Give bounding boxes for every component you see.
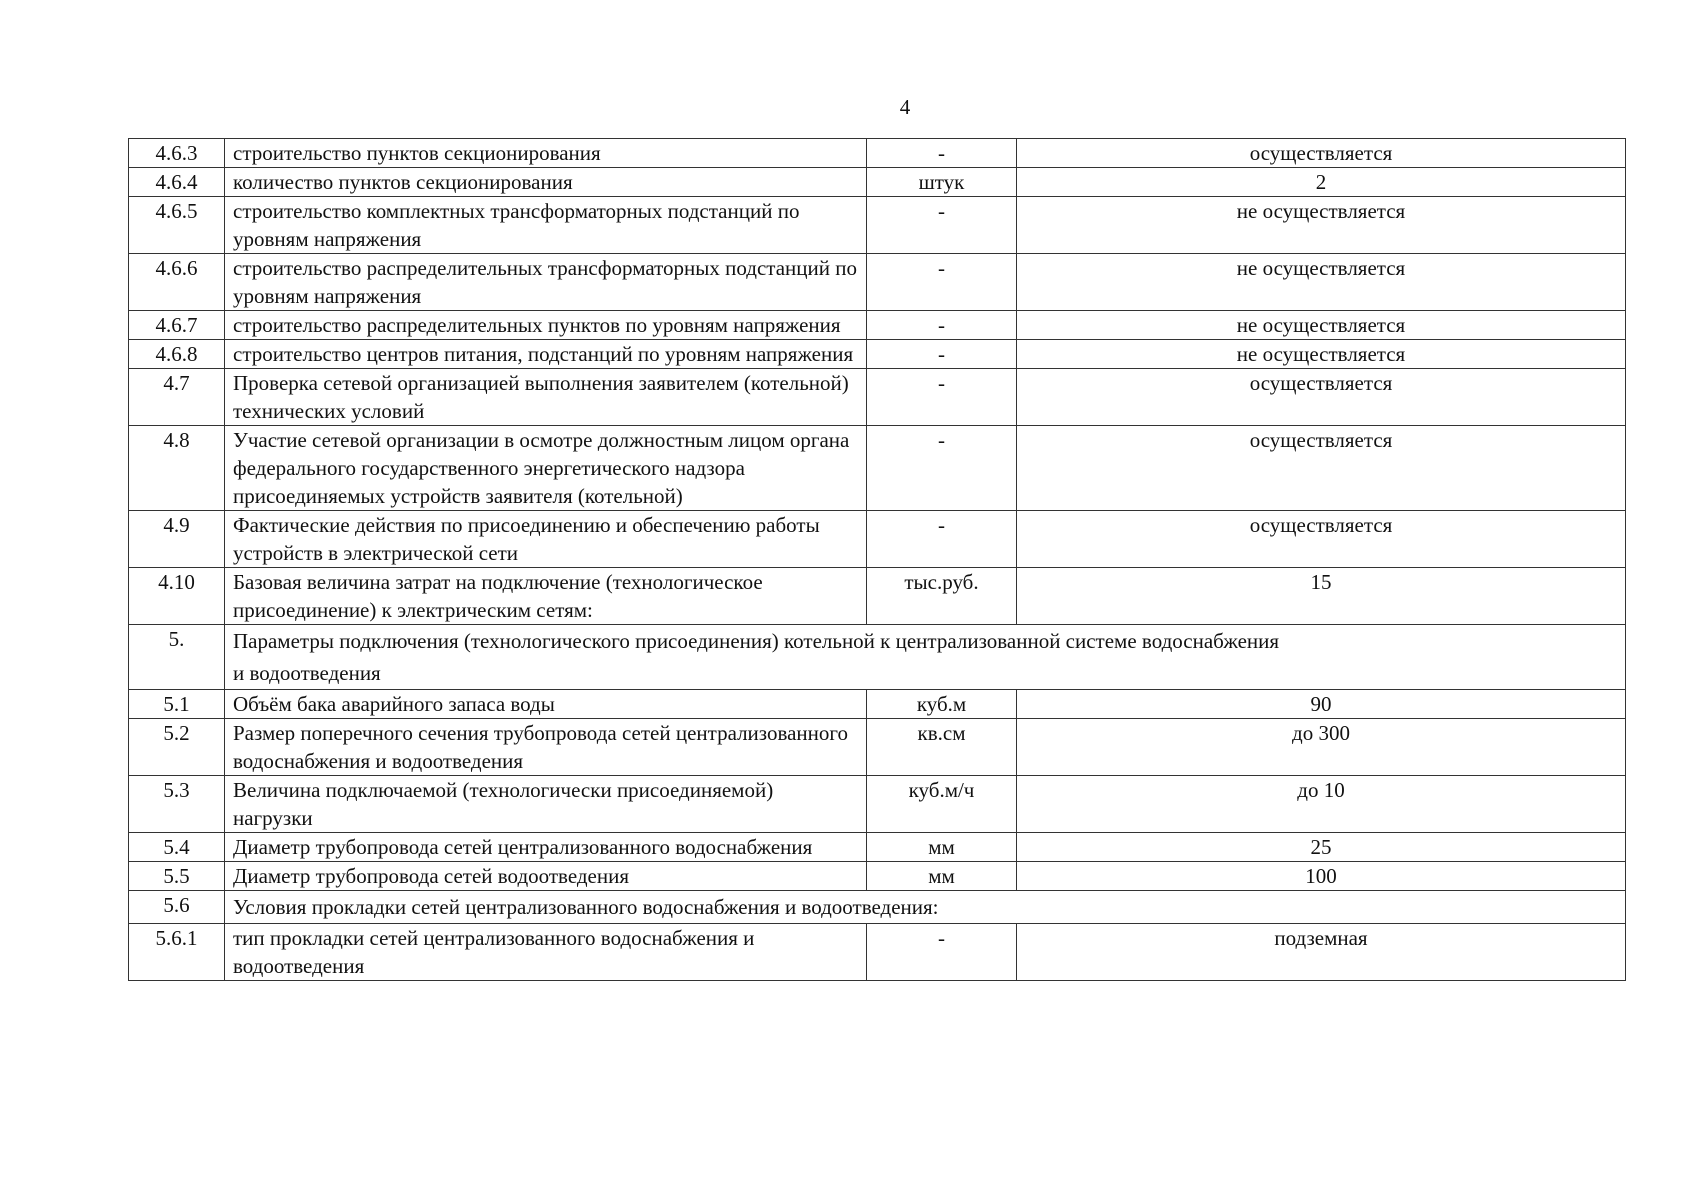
row-description: Размер поперечного сечения трубопровода сетей централизованного водоснабжения и водоотведения: [225, 719, 867, 776]
table-row: [129, 168, 1626, 197]
row-number: 4.6.4: [129, 168, 225, 197]
row-number: 4.6.3: [129, 139, 225, 168]
row-unit: -: [867, 311, 1017, 340]
row-value: не осуществляется: [1017, 254, 1626, 311]
row-description: Базовая величина затрат на подключение (технологическое присоединение) к электрическим сетям:: [225, 568, 867, 625]
row-value: 100: [1017, 862, 1626, 891]
table-row: [129, 924, 1626, 981]
row-value: подземная: [1017, 924, 1626, 981]
row-unit: -: [867, 139, 1017, 168]
row-number: 4.8: [129, 426, 225, 511]
page-number: 4: [899, 95, 911, 119]
row-description: Диаметр трубопровода сетей централизованного водоснабжения: [225, 833, 867, 862]
row-description: Участие сетевой организации в осмотре должностным лицом органа федерального государственного энергетического надзора присоединяемых устройств заявителя (котельной): [225, 426, 867, 511]
table-row: [129, 833, 1626, 862]
table-row: [129, 340, 1626, 369]
row-value: не осуществляется: [1017, 311, 1626, 340]
row-unit: мм: [867, 833, 1017, 862]
row-value: не осуществляется: [1017, 340, 1626, 369]
row-value: осуществляется: [1017, 426, 1626, 511]
row-description: строительство пунктов секционирования: [225, 139, 867, 168]
row-number: 4.9: [129, 511, 225, 568]
row-number: 5.2: [129, 719, 225, 776]
row-unit: куб.м: [867, 690, 1017, 719]
row-description: тип прокладки сетей централизованного водоснабжения и водоотведения: [225, 924, 867, 981]
row-number: 5.1: [129, 690, 225, 719]
row-value: до 10: [1017, 776, 1626, 833]
row-description: Объём бака аварийного запаса воды: [225, 690, 867, 719]
row-unit: -: [867, 924, 1017, 981]
table-row: [129, 690, 1626, 719]
row-unit: тыс.руб.: [867, 568, 1017, 625]
row-unit: -: [867, 197, 1017, 254]
row-description: строительство центров питания, подстанций по уровням напряжения: [225, 340, 867, 369]
section-row: [129, 625, 1626, 690]
table-row: [129, 369, 1626, 426]
row-unit: -: [867, 340, 1017, 369]
section-title-line: Параметры подключения (технологического присоединения) котельной к централизованной системе водоснабжения: [233, 629, 1280, 653]
row-number: 4.10: [129, 568, 225, 625]
row-value: не осуществляется: [1017, 197, 1626, 254]
row-value: 25: [1017, 833, 1626, 862]
row-number: 4.6.5: [129, 197, 225, 254]
table-row: [129, 254, 1626, 311]
row-unit: -: [867, 511, 1017, 568]
row-value: осуществляется: [1017, 511, 1626, 568]
table-row: [129, 719, 1626, 776]
row-unit: -: [867, 254, 1017, 311]
row-description: Величина подключаемой (технологически присоединяемой) нагрузки: [225, 776, 867, 833]
row-value: 15: [1017, 568, 1626, 625]
section-title-line: и водоотведения: [233, 661, 381, 685]
section-number: 5.6: [129, 891, 225, 924]
table-row: [129, 311, 1626, 340]
row-description: строительство распределительных трансформаторных подстанций по уровням напряжения: [225, 254, 867, 311]
row-value: осуществляется: [1017, 139, 1626, 168]
row-number: 5.4: [129, 833, 225, 862]
row-number: 5.5: [129, 862, 225, 891]
row-unit: мм: [867, 862, 1017, 891]
row-description: Фактические действия по присоединению и обеспечению работы устройств в электрической сети: [225, 511, 867, 568]
row-number: 5.3: [129, 776, 225, 833]
row-number: 4.6.8: [129, 340, 225, 369]
parameters-table: [128, 138, 1626, 981]
table-row: [129, 776, 1626, 833]
row-number: 4.6.6: [129, 254, 225, 311]
table-row: [129, 568, 1626, 625]
table-row: [129, 197, 1626, 254]
table-row: [129, 139, 1626, 168]
row-number: 5.6.1: [129, 924, 225, 981]
row-number: 4.6.7: [129, 311, 225, 340]
section-title: [225, 625, 1626, 690]
row-description: строительство комплектных трансформаторных подстанций по уровням напряжения: [225, 197, 867, 254]
row-description: количество пунктов секционирования: [225, 168, 867, 197]
row-value: до 300: [1017, 719, 1626, 776]
table-row: [129, 426, 1626, 511]
row-unit: -: [867, 369, 1017, 426]
section-title-line: Условия прокладки сетей централизованного водоснабжения и водоотведения:: [233, 895, 939, 919]
row-value: осуществляется: [1017, 369, 1626, 426]
row-description: Проверка сетевой организацией выполнения заявителем (котельной) технических условий: [225, 369, 867, 426]
section-row: [129, 891, 1626, 924]
table-row: [129, 511, 1626, 568]
section-number: 5.: [129, 625, 225, 690]
row-number: 4.7: [129, 369, 225, 426]
row-unit: -: [867, 426, 1017, 511]
row-unit: кв.см: [867, 719, 1017, 776]
row-description: строительство распределительных пунктов по уровням напряжения: [225, 311, 867, 340]
row-unit: куб.м/ч: [867, 776, 1017, 833]
row-value: 90: [1017, 690, 1626, 719]
row-value: 2: [1017, 168, 1626, 197]
table-row: [129, 862, 1626, 891]
section-title: [225, 891, 1626, 924]
row-unit: штук: [867, 168, 1017, 197]
row-description: Диаметр трубопровода сетей водоотведения: [225, 862, 867, 891]
